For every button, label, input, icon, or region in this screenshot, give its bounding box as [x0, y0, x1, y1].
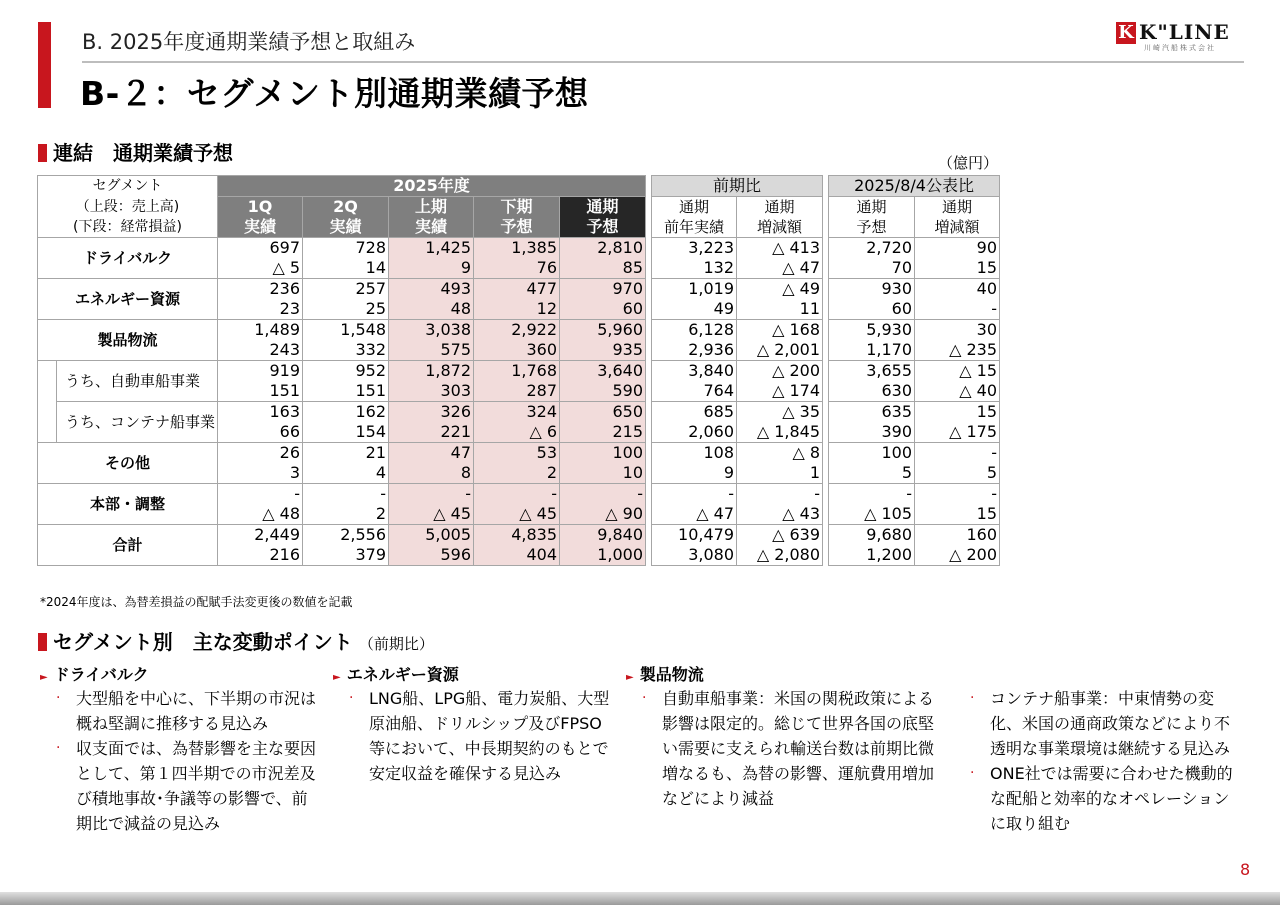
- list-item: · LNG船、LPG船、電力炭船、大型原油船、ドリルシップ及びFPSO等において、中長期契約のもとで安定収益を確保する見込み: [349, 689, 610, 783]
- table-cell: -: [915, 443, 1000, 464]
- table-cell: △ 235: [915, 340, 1000, 361]
- table-cell: 25: [303, 299, 389, 320]
- table-cell: 3,038: [389, 320, 474, 341]
- col-subheader-plan-diff: 増減額: [915, 217, 1000, 238]
- table-cell: △ 2,080: [737, 545, 823, 566]
- logo-k-mark: K: [1116, 22, 1136, 44]
- table-cell: -: [474, 484, 560, 505]
- segment-name: ドライバルク: [38, 238, 218, 279]
- table-cell: 26: [218, 443, 303, 464]
- table-cell: 2: [303, 504, 389, 525]
- section-change-points: [38, 626, 434, 655]
- table-cell: 47: [389, 443, 474, 464]
- table-cell: 390: [829, 422, 915, 443]
- table-cell: △ 48: [218, 504, 303, 525]
- table-cell: 48: [389, 299, 474, 320]
- table-cell: -: [915, 484, 1000, 505]
- table-cell: △ 200: [737, 361, 823, 382]
- indent-spacer: [38, 361, 57, 402]
- list-item: · ONE社では需要に合わせた機動的な配船と効率的なオペレーションに取り組む: [970, 764, 1233, 833]
- table-cell: △ 40: [915, 381, 1000, 402]
- table-cell: 685: [652, 402, 737, 423]
- table-row: [38, 443, 1000, 464]
- table-cell: 2,060: [652, 422, 737, 443]
- logo-subtext: 川崎汽船株式会社: [1144, 44, 1216, 52]
- list-item: · 収支面では、為替影響を主な要因として、第１四半期での市況差及び積地事故･争議等の影響で、前期比で減益の見込み: [56, 739, 317, 833]
- table-cell: 2,449: [218, 525, 303, 546]
- table-cell: -: [652, 484, 737, 505]
- table-cell: 30: [915, 320, 1000, 341]
- table-cell: 257: [303, 279, 389, 300]
- table-cell: 930: [829, 279, 915, 300]
- table-cell: 9,840: [560, 525, 646, 546]
- table-cell: 2,720: [829, 238, 915, 259]
- list-item: · 大型船を中心に、下半期の市況は概ね堅調に推移する見込み: [56, 689, 317, 733]
- table-cell: 697: [218, 238, 303, 259]
- unit-label: （億円）: [938, 154, 999, 172]
- title-accent-bar: [38, 22, 51, 108]
- table-cell: 1,385: [474, 238, 560, 259]
- table-cell: △ 5: [218, 258, 303, 279]
- table-cell: 15: [915, 402, 1000, 423]
- group-header-2025: 2025年度: [218, 176, 646, 197]
- table-cell: △ 90: [560, 504, 646, 525]
- table-cell: 575: [389, 340, 474, 361]
- table-cell: 5: [915, 463, 1000, 484]
- col-header-h2: 下期: [474, 197, 560, 218]
- table-cell: 3,640: [560, 361, 646, 382]
- table-cell: 590: [560, 381, 646, 402]
- page-title: B-２：セグメント別通期業績予想: [80, 74, 589, 113]
- table-cell: 1,425: [389, 238, 474, 259]
- table-cell: △ 49: [737, 279, 823, 300]
- table-cell: 952: [303, 361, 389, 382]
- section-title: セグメント別 主な変動ポイント: [53, 630, 353, 654]
- group-header-prev: 前期比: [652, 176, 823, 197]
- table-cell: -: [560, 484, 646, 505]
- list-item: · 自動車船事業：米国の関税政策による影響は限定的。総じて世界各国の底堅い需要に支えられ輸送台数は前期比微増なるも、為替の影響、運航費用増加などにより減益: [642, 689, 935, 808]
- table-cell: 216: [218, 545, 303, 566]
- forecast-table: [37, 175, 1000, 566]
- table-cell: 66: [218, 422, 303, 443]
- table-cell: 11: [737, 299, 823, 320]
- table-cell: 10: [560, 463, 646, 484]
- table-cell: -: [915, 299, 1000, 320]
- table-cell: 2,810: [560, 238, 646, 259]
- table-cell: 5,960: [560, 320, 646, 341]
- table-cell: 151: [218, 381, 303, 402]
- segment-header-line3: (下段：経常損益): [38, 217, 218, 238]
- col-subheader-1q: 実績: [218, 217, 303, 238]
- table-cell: 14: [303, 258, 389, 279]
- table-cell: 379: [303, 545, 389, 566]
- table-cell: 163: [218, 402, 303, 423]
- table-cell: 100: [560, 443, 646, 464]
- table-cell: 236: [218, 279, 303, 300]
- logo-wordmark: K"LINE: [1139, 20, 1230, 44]
- table-cell: 21: [303, 443, 389, 464]
- table-cell: 1,872: [389, 361, 474, 382]
- table-cell: 3,655: [829, 361, 915, 382]
- table-cell: 5: [829, 463, 915, 484]
- table-cell: 9: [652, 463, 737, 484]
- table-cell: 3: [218, 463, 303, 484]
- table-cell: △ 6: [474, 422, 560, 443]
- table-cell: 919: [218, 361, 303, 382]
- table-cell: 160: [915, 525, 1000, 546]
- col-subheader-prev-actual: 前年実績: [652, 217, 737, 238]
- table-row: [38, 525, 1000, 546]
- table-cell: 1,170: [829, 340, 915, 361]
- section-title: 連結 通期業績予想: [53, 141, 233, 165]
- table-cell: 596: [389, 545, 474, 566]
- table-cell: 215: [560, 422, 646, 443]
- section-marker: [38, 633, 47, 651]
- table-cell: 404: [474, 545, 560, 566]
- table-cell: 132: [652, 258, 737, 279]
- table-cell: 326: [389, 402, 474, 423]
- table-row: [38, 402, 1000, 423]
- table-cell: 2: [474, 463, 560, 484]
- table-cell: -: [829, 484, 915, 505]
- table-cell: 6,128: [652, 320, 737, 341]
- table-cell: 332: [303, 340, 389, 361]
- table-cell: 221: [389, 422, 474, 443]
- table-cell: 1,000: [560, 545, 646, 566]
- table-cell: 5,005: [389, 525, 474, 546]
- table-cell: 650: [560, 402, 646, 423]
- segment-header-line2: （上段：売上高): [38, 197, 218, 218]
- indent-spacer: [38, 402, 57, 443]
- table-cell: 53: [474, 443, 560, 464]
- table-cell: 2,936: [652, 340, 737, 361]
- table-cell: 303: [389, 381, 474, 402]
- section-marker: [38, 144, 47, 162]
- table-cell: △ 45: [474, 504, 560, 525]
- table-cell: 243: [218, 340, 303, 361]
- segment-name: うち、自動車船事業: [57, 361, 218, 402]
- table-cell: △ 15: [915, 361, 1000, 382]
- table-cell: 287: [474, 381, 560, 402]
- section-consolidated-forecast: [38, 137, 233, 166]
- table-cell: △ 47: [652, 504, 737, 525]
- col-header-2q: 2Q: [303, 197, 389, 218]
- table-cell: 2,556: [303, 525, 389, 546]
- table-cell: △ 105: [829, 504, 915, 525]
- table-cell: 477: [474, 279, 560, 300]
- table-row: [38, 484, 1000, 505]
- table-cell: 70: [829, 258, 915, 279]
- segment-header-line1: セグメント: [38, 176, 218, 197]
- page-subtitle: B. 2025年度通期業績予想と取組み: [82, 30, 416, 54]
- table-cell: 2,922: [474, 320, 560, 341]
- table-cell: 5,930: [829, 320, 915, 341]
- col-subheader-h2: 予想: [474, 217, 560, 238]
- segment-name: 製品物流: [38, 320, 218, 361]
- table-cell: 1,489: [218, 320, 303, 341]
- table-row: [38, 320, 1000, 341]
- table-cell: 162: [303, 402, 389, 423]
- table-cell: 1,200: [829, 545, 915, 566]
- table-cell: 1: [737, 463, 823, 484]
- footer-bar: [0, 892, 1280, 905]
- table-cell: 76: [474, 258, 560, 279]
- table-row: [38, 361, 1000, 382]
- col-header-prev-diff: 通期: [737, 197, 823, 218]
- kline-logo: [1116, 20, 1244, 52]
- table-cell: 8: [389, 463, 474, 484]
- table-cell: 3,223: [652, 238, 737, 259]
- group-header-plan: 2025/8/4公表比: [829, 176, 1000, 197]
- table-cell: 764: [652, 381, 737, 402]
- table-cell: -: [218, 484, 303, 505]
- table-row: [38, 238, 1000, 259]
- table-cell: -: [389, 484, 474, 505]
- table-cell: △ 2,001: [737, 340, 823, 361]
- col-header-h1: 上期: [389, 197, 474, 218]
- table-cell: 493: [389, 279, 474, 300]
- points-list-energy: [349, 686, 614, 786]
- points-list-container: [970, 686, 1238, 836]
- table-cell: 4: [303, 463, 389, 484]
- list-item: · コンテナ船事業：中東情勢の変化、米国の通商政策などにより不透明な事業環境は継続する見込み: [970, 689, 1231, 758]
- table-cell: 3,080: [652, 545, 737, 566]
- table-cell: 1,768: [474, 361, 560, 382]
- table-cell: △ 175: [915, 422, 1000, 443]
- table-cell: △ 45: [389, 504, 474, 525]
- points-heading-energy: ► エネルギー資源: [333, 665, 459, 684]
- col-header-plan-forecast: 通期: [829, 197, 915, 218]
- col-subheader-fy: 予想: [560, 217, 646, 238]
- page-number: 8: [1240, 860, 1251, 879]
- points-list-product: [642, 686, 942, 811]
- col-header-plan-diff: 通期: [915, 197, 1000, 218]
- table-cell: △ 43: [737, 504, 823, 525]
- table-cell: 10,479: [652, 525, 737, 546]
- col-subheader-h1: 実績: [389, 217, 474, 238]
- table-cell: -: [303, 484, 389, 505]
- table-cell: 9: [389, 258, 474, 279]
- table-cell: 23: [218, 299, 303, 320]
- segment-name: 本部・調整: [38, 484, 218, 525]
- col-subheader-prev-diff: 増減額: [737, 217, 823, 238]
- table-cell: △ 168: [737, 320, 823, 341]
- points-list-drybulk: [56, 686, 321, 836]
- table-footnote: *2024年度は、為替差損益の配賦手法変更後の数値を記載: [40, 595, 353, 609]
- table-cell: 970: [560, 279, 646, 300]
- table-cell: 85: [560, 258, 646, 279]
- table-cell: △ 639: [737, 525, 823, 546]
- table-cell: 40: [915, 279, 1000, 300]
- table-cell: 60: [560, 299, 646, 320]
- points-heading-product: ► 製品物流: [626, 665, 704, 684]
- table-cell: 151: [303, 381, 389, 402]
- table-cell: 630: [829, 381, 915, 402]
- segment-name: エネルギー資源: [38, 279, 218, 320]
- table-cell: 9,680: [829, 525, 915, 546]
- table-cell: 4,835: [474, 525, 560, 546]
- table-cell: 15: [915, 504, 1000, 525]
- segment-name: その他: [38, 443, 218, 484]
- table-cell: 90: [915, 238, 1000, 259]
- segment-name: 合計: [38, 525, 218, 566]
- table-cell: △ 47: [737, 258, 823, 279]
- section-suffix: （前期比）: [358, 635, 434, 653]
- table-cell: 108: [652, 443, 737, 464]
- table-cell: 12: [474, 299, 560, 320]
- table-cell: 1,548: [303, 320, 389, 341]
- col-header-fy: 通期: [560, 197, 646, 218]
- table-cell: △ 35: [737, 402, 823, 423]
- table-cell: △ 1,845: [737, 422, 823, 443]
- table-cell: 60: [829, 299, 915, 320]
- table-cell: 324: [474, 402, 560, 423]
- col-header-prev-actual: 通期: [652, 197, 737, 218]
- table-cell: 360: [474, 340, 560, 361]
- table-cell: 154: [303, 422, 389, 443]
- table-cell: 100: [829, 443, 915, 464]
- table-cell: 15: [915, 258, 1000, 279]
- table-cell: △ 413: [737, 238, 823, 259]
- table-cell: 935: [560, 340, 646, 361]
- table-cell: 3,840: [652, 361, 737, 382]
- table-cell: 1,019: [652, 279, 737, 300]
- header-divider: [82, 61, 1244, 63]
- table-cell: 635: [829, 402, 915, 423]
- table-cell: 728: [303, 238, 389, 259]
- table-row: [38, 279, 1000, 300]
- segment-name: うち、コンテナ船事業: [57, 402, 218, 443]
- table-cell: △ 174: [737, 381, 823, 402]
- points-heading-drybulk: ► ドライバルク: [40, 665, 149, 684]
- col-subheader-plan-forecast: 予想: [829, 217, 915, 238]
- col-subheader-2q: 実績: [303, 217, 389, 238]
- table-cell: 49: [652, 299, 737, 320]
- table-cell: △ 8: [737, 443, 823, 464]
- table-cell: -: [737, 484, 823, 505]
- col-header-1q: 1Q: [218, 197, 303, 218]
- table-cell: △ 200: [915, 545, 1000, 566]
